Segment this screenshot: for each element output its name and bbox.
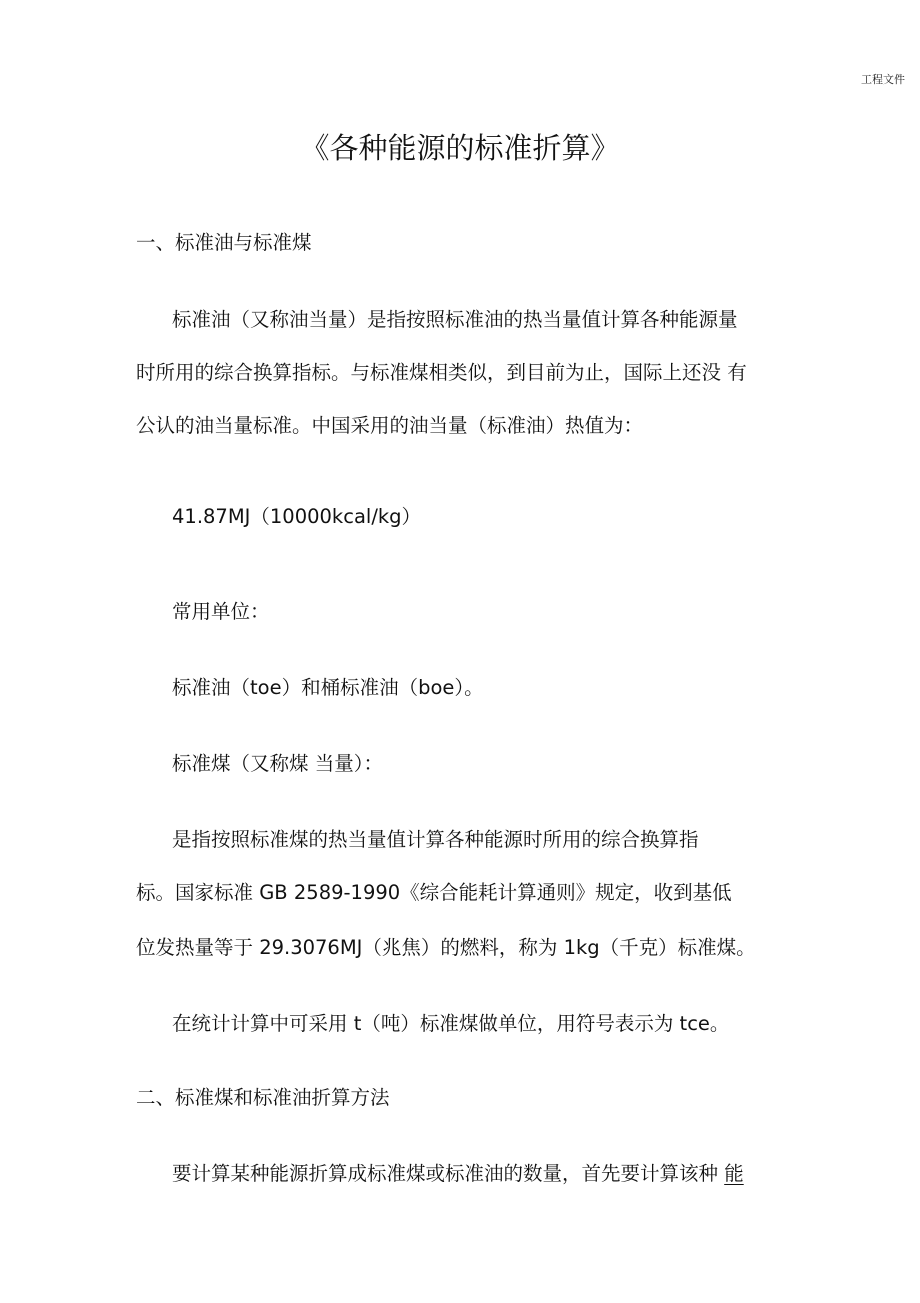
heat-value-line: 41.87MJ（10000kcal/kg） bbox=[172, 505, 422, 528]
header-doc-tag: 工程文件 bbox=[861, 73, 905, 86]
common-units-label: 常用单位： bbox=[172, 600, 270, 623]
standard-coal-label: 标准煤（又称煤 当量）： bbox=[172, 752, 383, 775]
paragraph-1-line-1: 标准油（又称油当量）是指按照标准油的热当量值计算各种能源量 bbox=[172, 308, 738, 331]
paragraph-4-line-1 bbox=[172, 1160, 744, 1188]
section-heading-1: 一、标准油与标准煤 bbox=[136, 231, 312, 254]
section-heading-2: 二、标准煤和标准油折算方法 bbox=[136, 1086, 390, 1109]
paragraph-2-line-3: 位发热量等于 29.3076MJ（兆焦）的燃料，称为 1kg（千克）标准煤。 bbox=[136, 936, 756, 959]
document-title: 《各种能源的标准折算》 bbox=[300, 131, 620, 165]
common-units-line: 标准油（toe）和桶标准油（boe）。 bbox=[172, 676, 484, 699]
paragraph-1-line-3: 公认的油当量标准。中国采用的油当量（标准油）热值为： bbox=[136, 414, 644, 437]
paragraph-4-tail-text: 能 bbox=[724, 1162, 744, 1185]
paragraph-2-line-1: 是指按照标准煤的热当量值计算各种能源时所用的综合换算指 bbox=[172, 828, 699, 851]
paragraph-2-line-2: 标。国家标准 GB 2589-1990《综合能耗计算通则》规定，收到基低 bbox=[136, 881, 732, 904]
paragraph-1-line-2: 时所用的综合换算指标。与标准煤相类似，到目前为止，国际上还没 有 bbox=[136, 361, 747, 384]
paragraph-4-main-text: 要计算某种能源折算成标准煤或标准油的数量，首先要计算该种 bbox=[172, 1162, 725, 1185]
paragraph-3: 在统计计算中可采用 t（吨）标准煤做单位，用符号表示为 tce。 bbox=[172, 1012, 730, 1035]
